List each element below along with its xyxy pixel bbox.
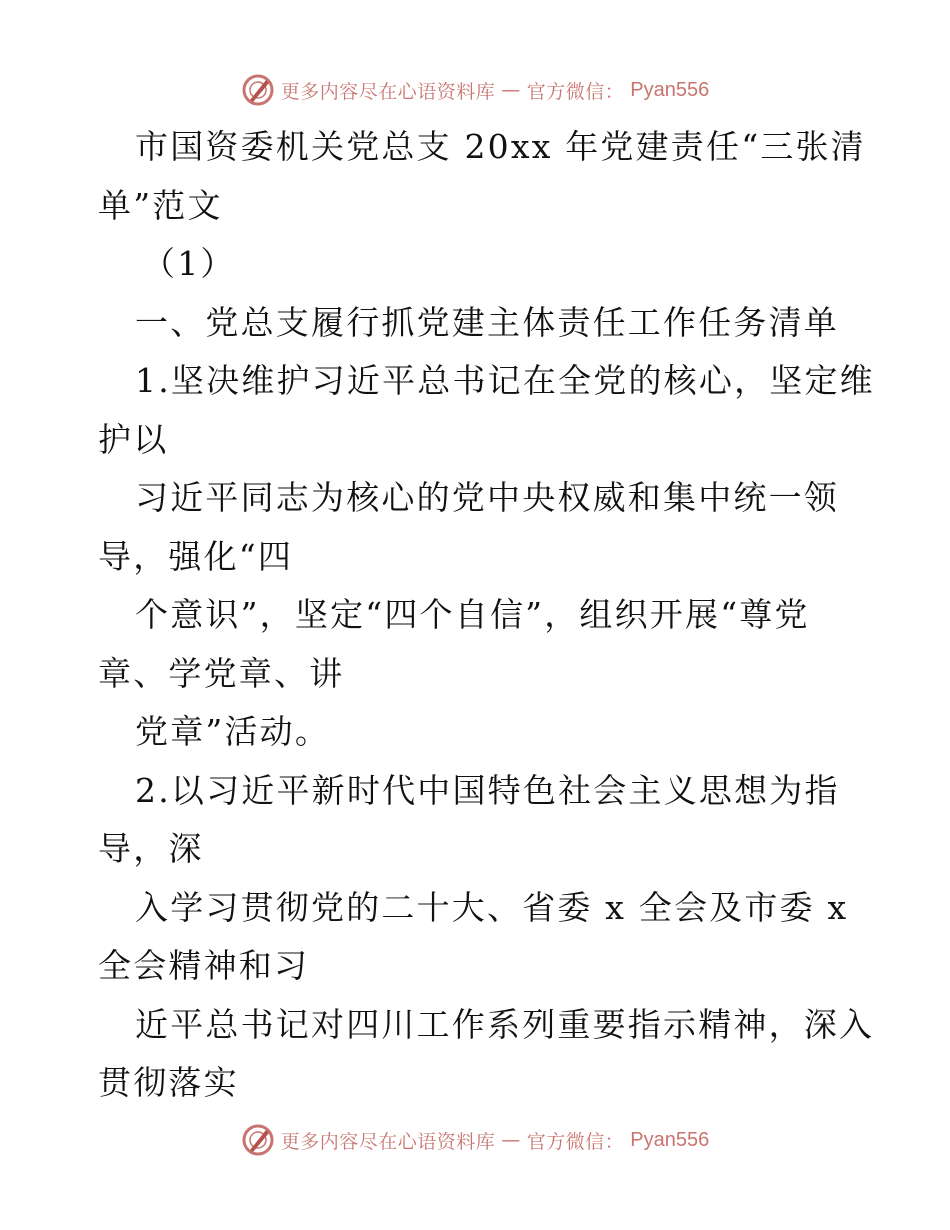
text-line: 导，深 (98, 829, 204, 868)
watermark-text: 更多内容尽在心语资料库 (280, 1130, 496, 1153)
text-line: 近平总书记对四川工作系列重要指示精神，深入 (135, 1004, 875, 1044)
text-line: 个意识”，坚定“四个自信”，组织开展“尊党 (135, 595, 810, 634)
text-line: 章、学党章、讲 (98, 653, 345, 693)
text-line: 贯彻落实 (98, 1063, 239, 1102)
watermark-separator: — (501, 1129, 521, 1151)
text-line: 市国资委机关党总支 20xx 年党建责任“三张清 (135, 127, 866, 166)
pen-logo-icon (241, 73, 275, 107)
text-line: 单”范文 (98, 185, 223, 225)
watermark-separator: — (501, 79, 521, 101)
watermark-label: 官方微信： (526, 1130, 625, 1153)
text-line: 党章”活动。 (135, 712, 331, 751)
watermark-footer (0, 1120, 950, 1160)
text-line: 2.以习近平新时代中国特色社会主义思想为指 (135, 770, 840, 810)
text-line: 习近平同志为核心的党中央权威和集中统一领 (135, 478, 839, 517)
text-line: 入学习贯彻党的二十大、省委 x 全会及市委 x (135, 887, 849, 927)
text-line: 1.坚决维护习近平总书记在全党的核心，坚定维 (135, 361, 875, 400)
watermark-header (0, 70, 950, 110)
text-line: （1） (142, 244, 236, 283)
watermark-id: Pyan556 (630, 78, 710, 101)
text-line: 一、党总支履行抓党建主体责任工作任务清单 (135, 302, 839, 342)
document-body (98, 118, 875, 1113)
pen-logo-icon (241, 1123, 275, 1157)
text-line: 全会精神和习 (98, 946, 310, 985)
watermark-id: Pyan556 (630, 1128, 710, 1151)
text-line: 护以 (98, 419, 169, 459)
text-line: 导，强化“四 (98, 536, 294, 576)
watermark-label: 官方微信： (526, 80, 625, 103)
watermark-text: 更多内容尽在心语资料库 (280, 80, 496, 103)
